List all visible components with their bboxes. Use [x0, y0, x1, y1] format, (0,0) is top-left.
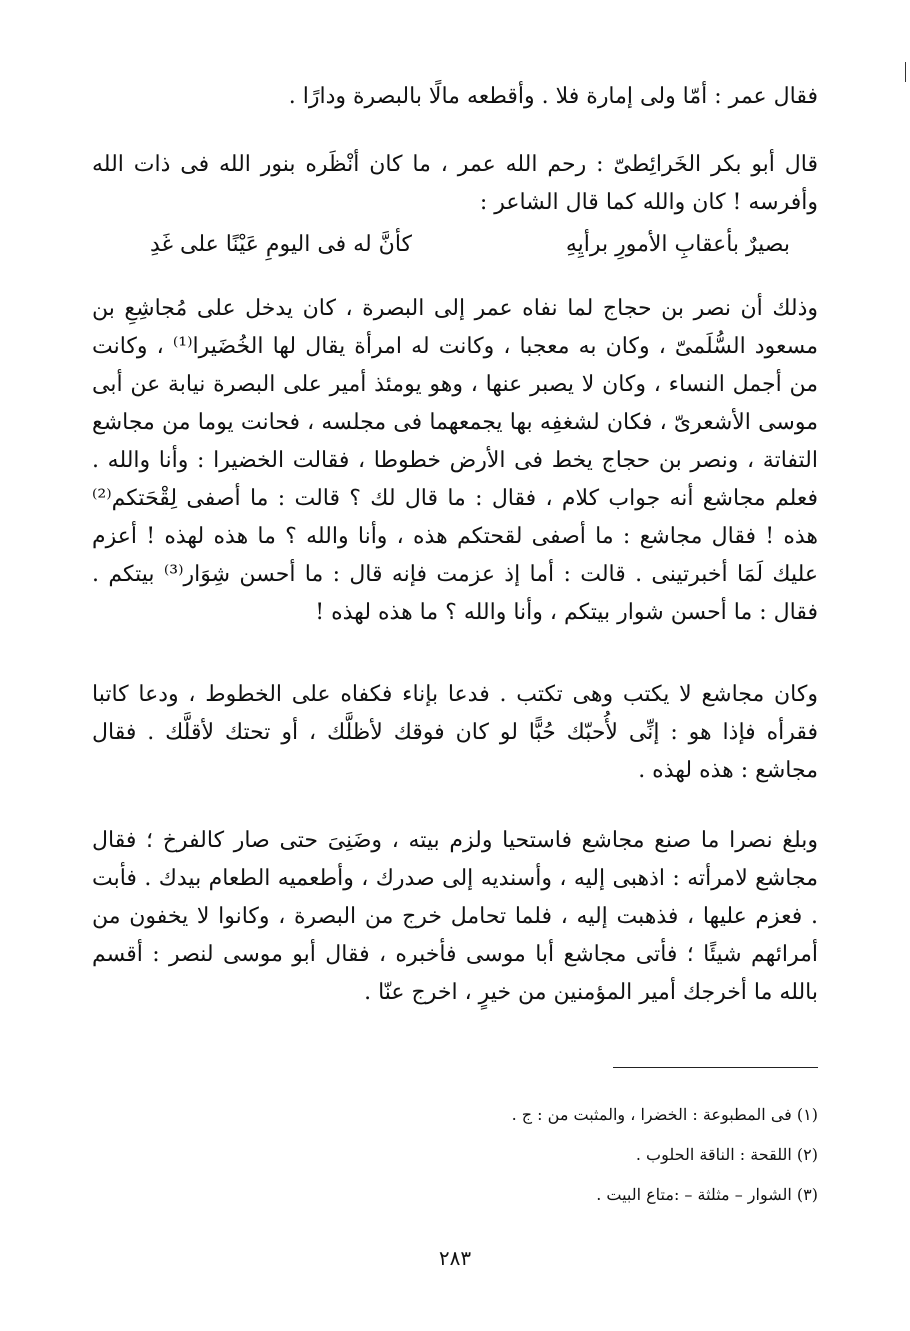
page-number: ٢٨٣ [438, 1246, 472, 1270]
verse-first-hemistich: بصيرٌ بأعقابِ الأمورِ برأيِهِ [565, 232, 790, 257]
footnote-3: (٣) الشوار – مثلثة – :متاع البيت . [596, 1185, 818, 1204]
paragraph-2 [92, 146, 818, 222]
paragraph-text: قال أبو بكر الخَرائِطىّ : رحم الله عمر ، ما كان أنْظَره بنور الله فى ذات الله وأفرسه ! كان والله كما قال الشاعر : [92, 152, 818, 215]
footnote-2: (٢) اللقحة : الناقة الحلوب . [635, 1145, 818, 1164]
footnote-1: (١) فى المطبوعة : الخضرا ، والمثبت من : ج . [511, 1105, 818, 1124]
paragraph-text: وبلغ نصرا ما صنع مجاشع فاستحيا ولزم بيته ، وضَنِىَ حتى صار كالفرخ ؛ فقال مجاشع لامرأته : اذهبى إليه ، وأسنديه إلى صدرك ، وأطعميه الطعام بيدك . فأبت . فعزم عليها ، فذهبت إليه ، فلما تحامل خرج من البصرة ، وكانوا لا يخفون من أمرائهم شيئًا ؛ فأتى مجاشع أبا موسى فأخبره ، فقال أبو موسى لنصر : أقسم بالله ما أخرجك أمير المؤمنين من خيرٍ ، اخرج عنّا . [92, 828, 818, 1005]
paragraph-1 [92, 78, 818, 116]
paragraph-4 [92, 676, 818, 790]
poem-verse [150, 226, 790, 264]
footnotes [92, 1103, 818, 1223]
paragraph-5 [92, 822, 818, 1012]
verse-second-hemistich: كأنَّ له فى اليومِ عَيْنًا على غَدِ [150, 232, 412, 257]
paragraph-text: وذلك أن نصر بن حجاج لما نفاه عمر إلى البصرة ، كان يدخل على مُجاشِعِ بن مسعود السُّلَمىّ ، وكان به معجبا ، وكانت له امرأة يقال لها الخُضَيرا⁽¹⁾ ، وكانت من أجمل النساء ، وكان لا يصبر عنها ، وهو يومئذ أمير على البصرة نيابة عن أبى موسى الأشعرىّ ، فكان لشغفِه بها يجمعهما فى مجلسه ، فحانت يوما من مجاشع التفاتة ، ونصر بن حجاج يخط فى الأرض خطوطا ، فقالت الخضيرا : وأنا والله . فعلم مجاشع أنه جواب كلام ، فقال : ما قال لك ؟ قالت : ما أصفى لِقْحَتكم⁽²⁾ هذه ! فقال مجاشع : ما أصفى لقحتكم هذه ، وأنا والله ؟ ما هذه لهذه ! أعزم عليك لَمَا أخبرتينى . قالت : أما إذ عزمت فإنه قال : ما أحسن شِوَار⁽³⁾ بيتكم . فقال : ما أحسن شوار بيتكم ، وأنا والله ؟ ما هذه لهذه ! [92, 296, 818, 625]
margin-mark [905, 62, 906, 82]
paragraph-text: وكان مجاشع لا يكتب وهى تكتب . فدعا بإناء فكفاه على الخطوط ، ودعا كاتبا فقرأه فإذا هو : إنِّى لأُحبّك حُبًّا لو كان فوقك لأظلَّك ، أو تحتك لأقلَّك . فقال مجاشع : هذه لهذه . [92, 682, 818, 783]
paragraph-3 [92, 290, 818, 632]
footnote-separator [613, 1067, 818, 1068]
paragraph-text: فقال عمر : أمّا ولى إمارة فلا . وأقطعه مالًا بالبصرة ودارًا . [288, 84, 818, 109]
